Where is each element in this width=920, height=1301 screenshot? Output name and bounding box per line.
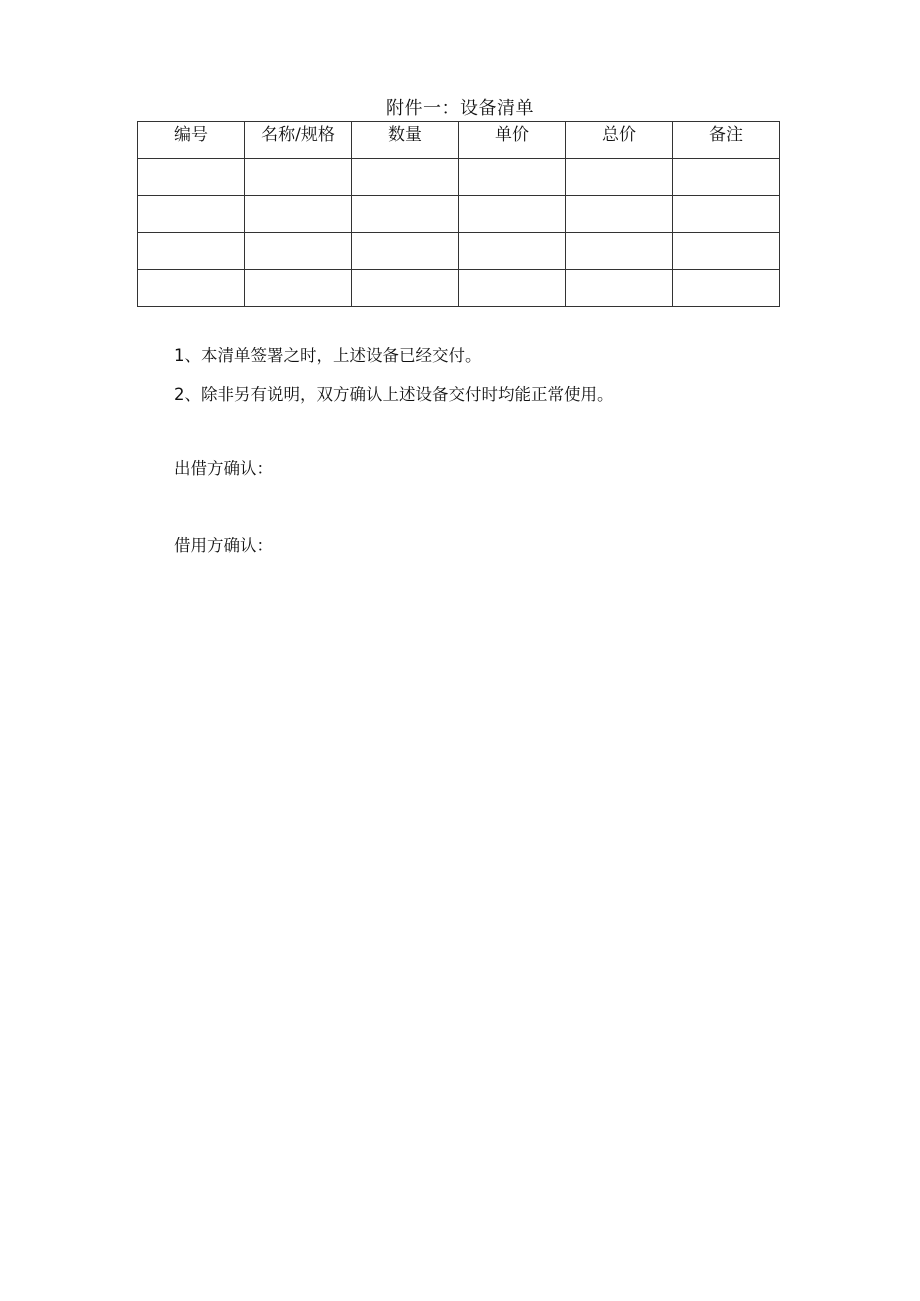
header-cell-remarks: 备注 — [673, 122, 780, 159]
table-cell — [138, 270, 245, 307]
header-cell-unit-price: 单价 — [459, 122, 566, 159]
table-cell — [138, 233, 245, 270]
header-cell-name-spec: 名称/规格 — [245, 122, 352, 159]
table-cell — [566, 159, 673, 196]
equipment-table — [137, 121, 780, 307]
table-cell — [673, 159, 780, 196]
table-cell — [245, 233, 352, 270]
header-cell-total-price: 总价 — [566, 122, 673, 159]
table-cell — [352, 270, 459, 307]
table-cell — [459, 270, 566, 307]
table-cell — [673, 196, 780, 233]
table-cell — [459, 196, 566, 233]
table-cell — [245, 159, 352, 196]
table-header-row — [138, 122, 780, 159]
table-row — [138, 270, 780, 307]
table-cell — [566, 233, 673, 270]
table-cell — [673, 233, 780, 270]
table-cell — [245, 270, 352, 307]
table-cell — [138, 159, 245, 196]
table-cell — [138, 196, 245, 233]
table-row — [138, 196, 780, 233]
note-item-1: 1、本清单签署之时，上述设备已经交付。 — [174, 346, 482, 365]
table-cell — [245, 196, 352, 233]
table-cell — [459, 159, 566, 196]
note-item-2: 2、除非另有说明，双方确认上述设备交付时均能正常使用。 — [174, 385, 614, 404]
notes-section — [174, 345, 614, 423]
document-title: 附件一：设备清单 — [386, 98, 534, 119]
table-cell — [352, 233, 459, 270]
table-cell — [352, 196, 459, 233]
table-cell — [566, 196, 673, 233]
header-cell-quantity: 数量 — [352, 122, 459, 159]
table-cell — [352, 159, 459, 196]
lender-confirmation-label: 出借方确认： — [174, 459, 273, 478]
table-row — [138, 233, 780, 270]
table-cell — [673, 270, 780, 307]
table-row — [138, 159, 780, 196]
table-cell — [566, 270, 673, 307]
table-cell — [459, 233, 566, 270]
header-cell-number: 编号 — [138, 122, 245, 159]
borrower-confirmation-label: 借用方确认： — [174, 536, 273, 555]
